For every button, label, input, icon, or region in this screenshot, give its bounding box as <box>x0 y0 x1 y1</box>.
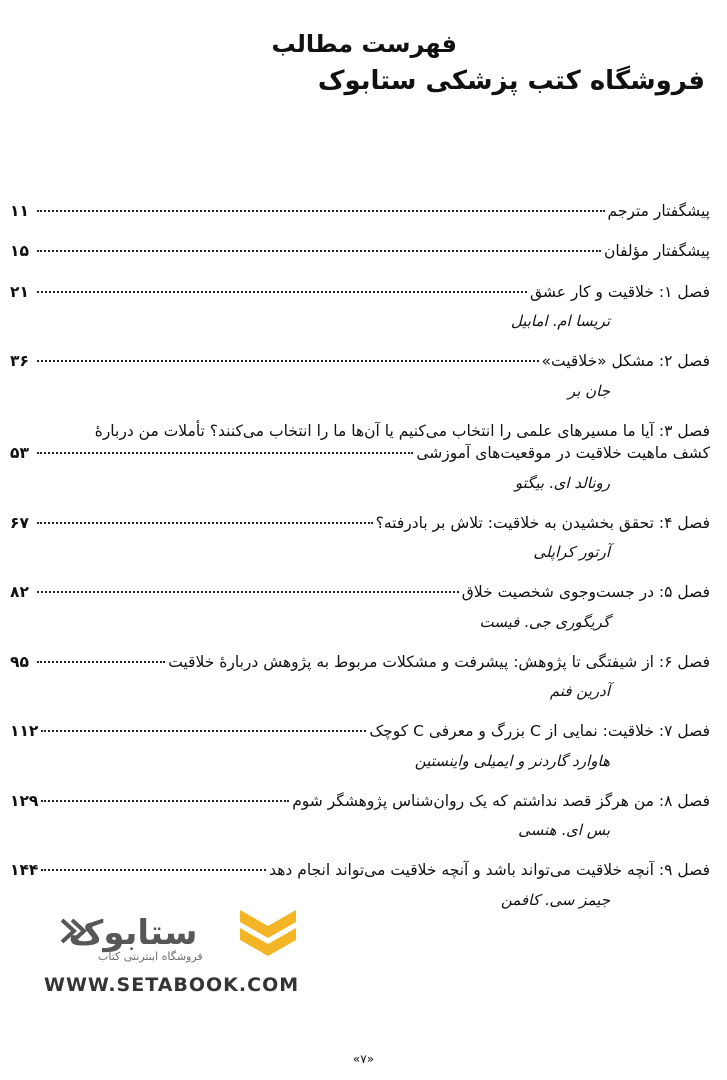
toc-page-number: ۲۱ <box>10 282 29 301</box>
dot-leader <box>37 210 605 212</box>
toc-entry-author: آدرین فنم <box>549 682 610 701</box>
toc-entry-title: فصل ۴: تحقق بخشیدن به خلاقیت: تلاش بر بادرفته؟ <box>375 513 710 532</box>
toc-page-number: ۱۱۲ <box>10 722 39 741</box>
toc-entry[interactable] <box>10 581 710 632</box>
toc-entry-title: فصل ۹: آنچه خلاقیت می‌تواند باشد و آنچه خلاقیت می‌تواند انجام دهد <box>269 861 710 880</box>
toc-page-number: ۹۵ <box>10 652 29 671</box>
toc-entry-title: کشف ماهیت خلاقیت در موقعیت‌های آموزشی <box>416 444 710 463</box>
page-number: «۷» <box>352 1052 375 1066</box>
toc-entry[interactable] <box>10 720 710 771</box>
toc-entry-title: فصل ۵: در جست‌وجوی شخصیت خلاق <box>461 583 710 602</box>
toc-page-number: ۱۱ <box>10 202 29 220</box>
dot-leader <box>37 522 373 524</box>
toc-entry-author: گریگوری جی. فیست <box>479 612 610 631</box>
toc-entry-author: هاوارد گاردنر و ایمیلی واینستین <box>414 751 610 770</box>
dot-leader <box>37 591 459 593</box>
toc-entry[interactable] <box>10 350 710 401</box>
toc-page-number: ۳۶ <box>10 352 29 371</box>
page-title: فهرست مطالب <box>271 30 457 58</box>
toc-page-number: ۶۷ <box>10 513 29 532</box>
toc-entry-author: جان بر <box>567 381 610 400</box>
watermark-tagline: فروشگاه اینترنتی کتاب <box>98 950 203 963</box>
toc-entry-author: رونالد ای. بیگتو <box>514 473 610 492</box>
toc-entry-author: جیمز سی. کافمن <box>500 890 610 909</box>
toc-entry[interactable] <box>10 790 710 841</box>
toc-entry[interactable] <box>10 420 710 494</box>
dot-leader <box>37 661 165 663</box>
toc-entry-title: پیشگفتار مؤلفان <box>603 242 710 261</box>
setabook-logo <box>58 906 208 956</box>
toc-page-number: ۱۴۴ <box>10 861 39 880</box>
dot-leader <box>41 730 366 732</box>
dot-leader <box>37 250 601 252</box>
watermark-url: WWW.SETABOOK.COM <box>44 974 300 996</box>
toc-entry-author: بس ای. هنسی <box>518 821 610 840</box>
logo-lettering: ستابوک <box>68 913 198 953</box>
dot-leader <box>37 360 539 362</box>
toc-entry-title: فصل ۱: خلاقیت و کار عشق <box>529 282 710 301</box>
toc-entry-title: فصل ۷: خلاقیت: نمایی از C بزرگ و معرفی C کوچک <box>369 722 710 741</box>
toc-page-number: ۵۳ <box>10 444 29 463</box>
toc-entry-title: پیشگفتار مترجم <box>607 202 710 220</box>
toc-entry[interactable] <box>10 240 710 262</box>
store-name: فروشگاه کتب پزشکی ستابوک <box>317 66 705 96</box>
dot-leader <box>41 800 289 802</box>
toc-page-number: ۱۲۹ <box>10 791 39 810</box>
setabook-watermark <box>18 898 318 1000</box>
toc-entry[interactable] <box>10 281 710 332</box>
toc-entry[interactable] <box>10 512 710 563</box>
toc-page-number: ۸۲ <box>10 583 29 602</box>
toc-entry-author: آرتور کراپلی <box>533 543 610 562</box>
toc-entry-title: فصل ۸: من هرگز قصد نداشتم که یک روان‌شناس پژوهشگر شوم <box>292 791 710 810</box>
dot-leader <box>37 291 527 293</box>
table-of-contents <box>10 200 710 929</box>
toc-page-number: ۱۵ <box>10 242 29 261</box>
toc-entry-title-line1: فصل ۳: آیا ما مسیرهای علمی را انتخاب می‌کنیم یا آن‌ها ما را انتخاب می‌کنند؟ تأملات من دربارهٔ <box>94 421 710 440</box>
dot-leader <box>37 452 413 454</box>
toc-entry-title: فصل ۶: از شیفتگی تا پژوهش: پیشرفت و مشکلات مربوط به پژوهش دربارهٔ خلاقیت <box>168 652 710 671</box>
dot-leader <box>41 869 266 871</box>
book-chevron-icon <box>236 904 300 960</box>
toc-entry[interactable] <box>10 651 710 702</box>
toc-entry[interactable] <box>10 200 710 222</box>
toc-entry-author: تریسا ام. امابیل <box>510 312 610 331</box>
toc-entry-title: فصل ۲: مشکل «خلاقیت» <box>541 352 710 371</box>
